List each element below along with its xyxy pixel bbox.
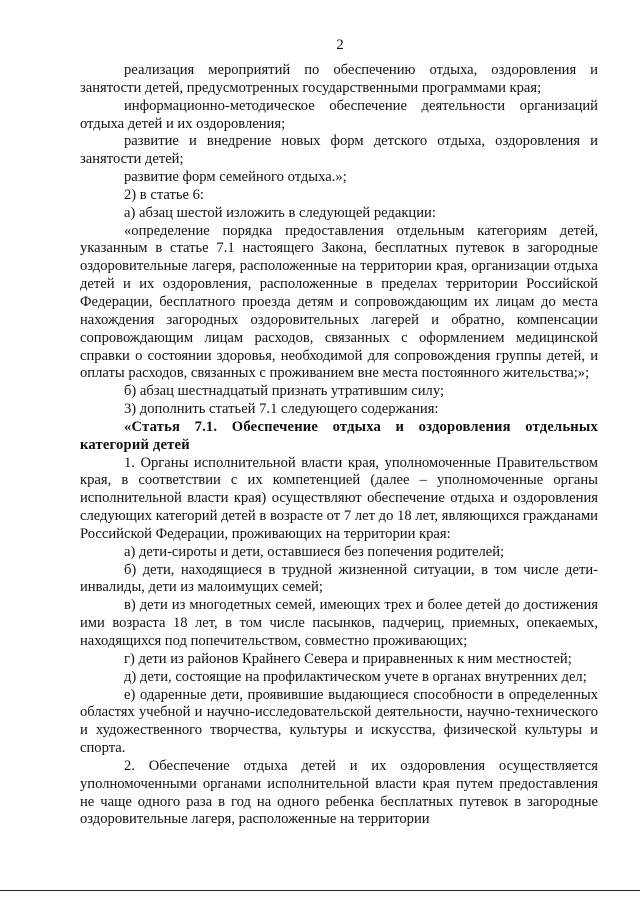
- article-heading: «Статья 7.1. Обеспечение отдыха и оздоровления отдельных категорий детей: [80, 418, 598, 453]
- paragraph: а) абзац шестой изложить в следующей редакции:: [124, 204, 436, 221]
- list-item: а) дети-сироты и дети, оставшиеся без попечения родителей;: [124, 543, 505, 560]
- paragraph: 3) дополнить статьей 7.1 следующего содержания:: [124, 401, 439, 418]
- paragraph: развитие форм семейного отдыха.»;: [124, 169, 347, 186]
- list-item: е) одаренные дети, проявившие выдающиеся способности в определенных областях учебной и научно-исследовательской деятельности, научно-технического и художественного творчества, культуры и искусства, физической культуры и спорта.: [80, 686, 598, 757]
- paragraph: реализация мероприятий по обеспечению отдыха, оздоровления и занятости детей, предусмотренных государственными программами края;: [80, 62, 598, 96]
- paragraph: информационно-методическое обеспечение деятельности организаций отдыха детей и их оздоровления;: [80, 97, 598, 132]
- paragraph: 1. Органы исполнительной власти края, уполномоченные Правительством края, в соответствии с их компетенцией (далее – уполномоченные органы исполнительной власти края) осуществляют обеспечение отдыха и оздоровления следующих категорий детей в возрасте от 7 лет до 18 лет, являющихся гражданами Российской Федерации, проживающих на территории края:: [80, 454, 598, 542]
- paragraph: 2) в статье 6:: [124, 186, 204, 203]
- document-body: [80, 62, 598, 829]
- paragraph: б) абзац шестнадцатый признать утратившим силу;: [124, 383, 444, 400]
- bottom-rule: [0, 890, 640, 891]
- list-item: в) дети из многодетных семей, имеющих трех и более детей до достижения ими возраста 18 лет, в том числе пасынков, падчериц, приемных, опекаемых, находящихся под попечительством, совместно проживающих;: [80, 597, 598, 649]
- list-item: г) дети из районов Крайнего Севера и приравненных к ним местностей;: [124, 650, 572, 667]
- list-item: д) дети, состоящие на профилактическом учете в органах внутренних дел;: [124, 668, 587, 685]
- paragraph: развитие и внедрение новых форм детского отдыха, оздоровления и занятости детей;: [80, 133, 598, 168]
- paragraph: «определение порядка предоставления отдельным категориям детей, указанным в статье 7.1 настоящего Закона, бесплатных путевок в загородные оздоровительные лагеря, расположенные на территории края, организации отдыха детей и их оздоровления, расположенные в пределах территории Российской Федерации, бесплатного проезда детям и сопровождающим их лицам до места нахождения загородных оздоровительных лагерей и обратно, компенсации сопровождающим лицам расходов, связанных с оформлением медицинской справки о состоянии здоровья, необходимой для сопровождения группы детей, и оплаты расходов, связанных с проживанием вне места постоянного жительства;»;: [80, 222, 598, 382]
- page-number: 2: [336, 37, 344, 53]
- paragraph: 2. Обеспечение отдыха детей и их оздоровления осуществляется уполномоченными органами исполнительной власти края путем предоставления не чаще одного раза в год на одного ребенка бесплатных путевок в загородные оздоровительные лагеря, расположенные на территории: [80, 757, 598, 828]
- list-item: б) дети, находящиеся в трудной жизненной ситуации, в том числе дети-инвалиды, дети из малоимущих семей;: [80, 561, 598, 596]
